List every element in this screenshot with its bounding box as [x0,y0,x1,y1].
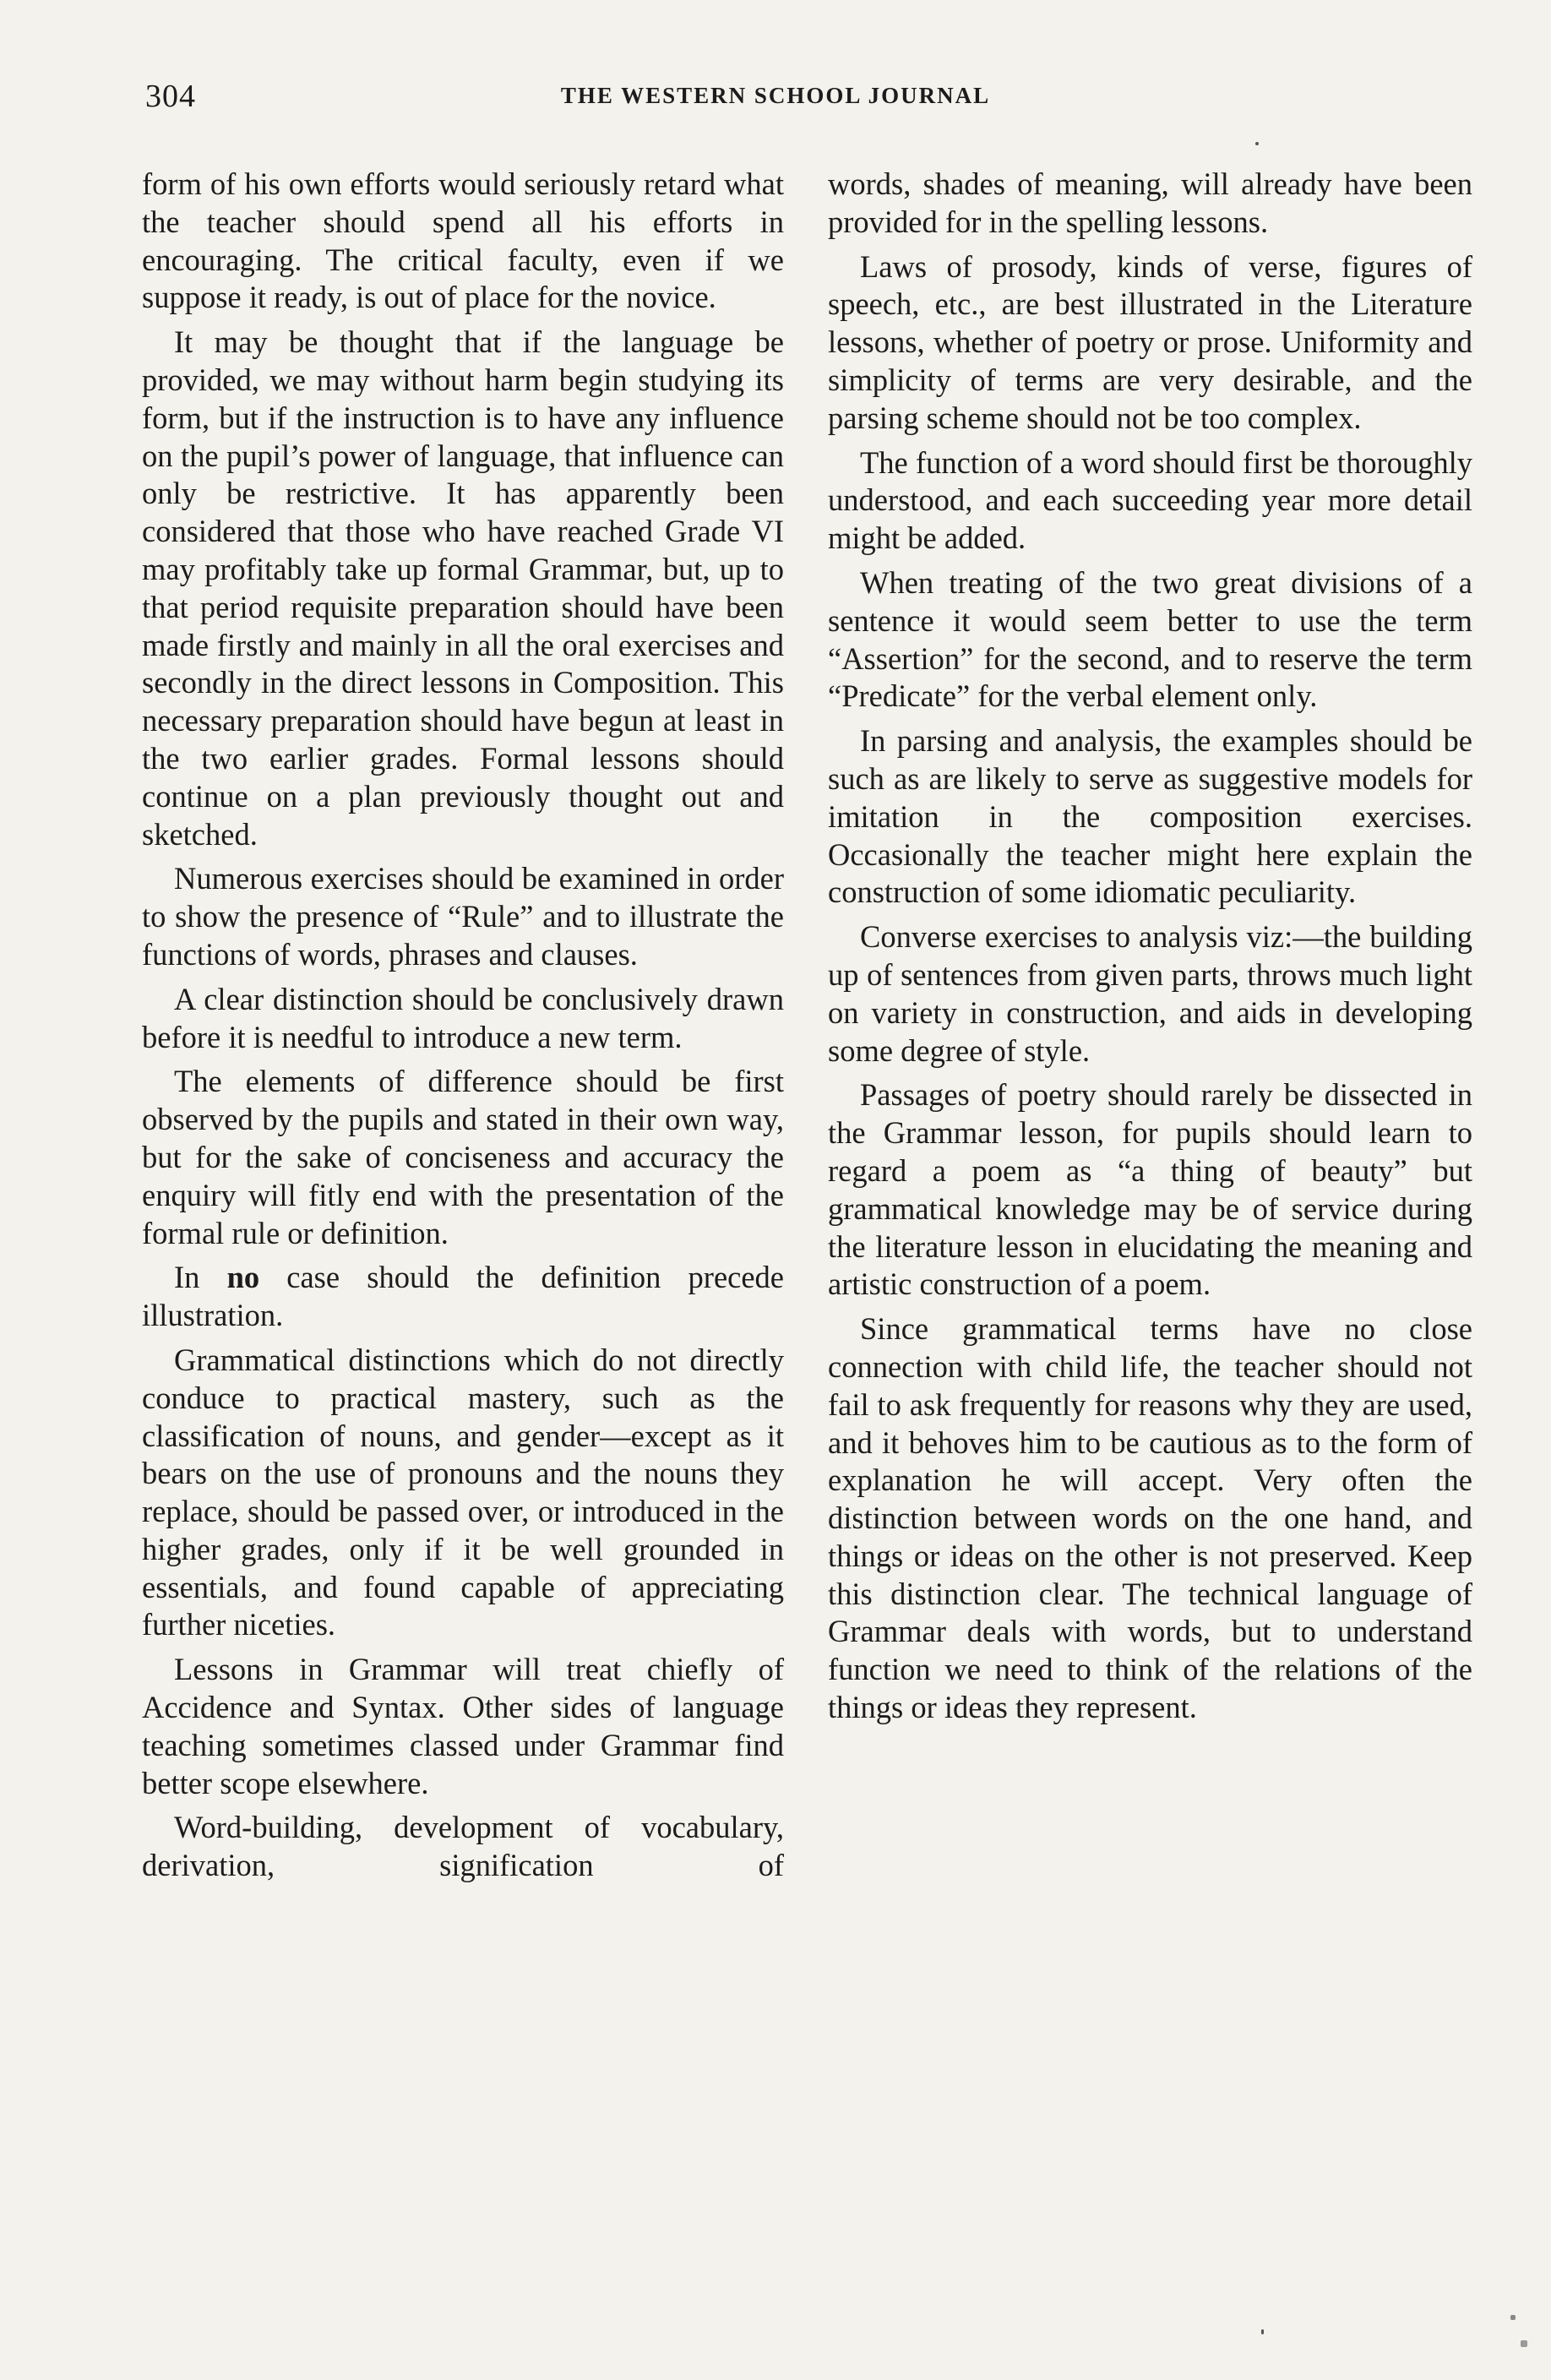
paragraph: Word-building, development of vocabulary, derivation, signification of [142,1810,784,1883]
print-speck [1255,142,1259,145]
right-column [828,166,1472,1734]
page-number: 304 [145,79,196,114]
print-speck [1261,2329,1264,2334]
paragraph: In parsing and analysis, the examples should be such as are likely to serve as suggestive models for imitation in the composition exercises. Occasionally the teacher might here explain the construction of some idiomatic peculiarity. [828,723,1472,910]
paragraph: The function of a word should first be thoroughly understood, and each succeeding year more detail might be added. [828,444,1472,556]
print-speck [1510,2315,1516,2320]
paragraph: words, shades of meaning, will already have been provided for in the spelling lessons. [828,166,1472,239]
paragraph: It may be thought that if the language be provided, we may without harm begin studying its form, but if the instruction is to have any influence on the pupil’s power of language, that influence can only be restrictive. It has apparently been considered that those who have reached Grade VI may profitably take up formal Grammar, but, up to that period requisite preparation should have been made firstly and mainly in all the oral exercises and secondly in the direct lessons in Composition. This necessary preparation should have begun at least in the two earlier grades. Formal lessons should continue on a plan previously thought out and sketched. [142,324,784,852]
paragraph: A clear distinction should be conclusively drawn before it is needful to introduce a new term. [142,981,784,1054]
running-head: THE WESTERN SCHOOL JOURNAL [560,83,991,108]
paragraph: The elements of difference should be first observed by the pupils and stated in their own way, but for the sake of conciseness and accuracy the enquiry will fitly end with the presentation of the formal rule or definition. [142,1064,784,1250]
left-column [142,166,784,1892]
paragraph: Since grammatical terms have no close connection with child life, the teacher should not fail to ask frequently for reasons why they are used, and it behoves him to be cautious as to the form of explanation he will accept. Very often the distinction between words on the one hand, and things or ideas on the other is not preserved. Keep this distinction clear. The technical language of Grammar deals with words, but to understand function we need to think of the relations of the things or ideas they represent. [828,1311,1472,1725]
paragraph: Laws of prosody, kinds of verse, figures of speech, etc., are best illustrated in the Literature lessons, whether of poetry or prose. Uniformity and simplicity of terms are very desirable, and the parsing scheme should not be too complex. [828,248,1472,435]
paragraph: Converse exercises to analysis viz:—the building up of sentences from given parts, throws much light on variety in construction, and aids in developing some degree of style. [828,919,1472,1068]
paragraph: form of his own efforts would seriously retard what the teacher should spend all his efforts in encouraging. The critical faculty, even if we suppose it ready, is out of place for the novice. [142,166,784,315]
paragraph: Lessons in Grammar will treat chiefly of Accidence and Syntax. Other sides of language teaching sometimes classed under Grammar find better scope elsewhere. [142,1652,784,1800]
paragraph-text: In [174,1260,200,1295]
paragraph: Grammatical distinctions which do not directly conduce to practical mastery, such as the classification of nouns, and gender—except as it bears on the use of pronouns and the nouns they replace, should be passed over, or introduced in the higher grades, only if it be well grounded in essentials, and found capable of appreciating further niceties. [142,1342,784,1642]
emphasized-word: no [226,1260,260,1295]
paragraph: Numerous exercises should be examined in order to show the presence of “Rule” and to illustrate the functions of words, phrases and clauses. [142,861,784,972]
paragraph: Passages of poetry should rarely be dissected in the Grammar lesson, for pupils should learn to regard a poem as “a thing of beauty” but grammatical knowledge may be of service during the literature lesson in elucidating the meaning and artistic construction of a poem. [828,1077,1472,1302]
print-speck [1521,2340,1527,2347]
paragraph [142,1259,784,1335]
paragraph: When treating of the two great divisions of a sentence it would seem better to use the term “Assertion” for the second, and to reserve the term “Predicate” for the verbal element only. [828,564,1472,714]
paragraph-text: case should the definition precede illustration. [142,1260,785,1333]
